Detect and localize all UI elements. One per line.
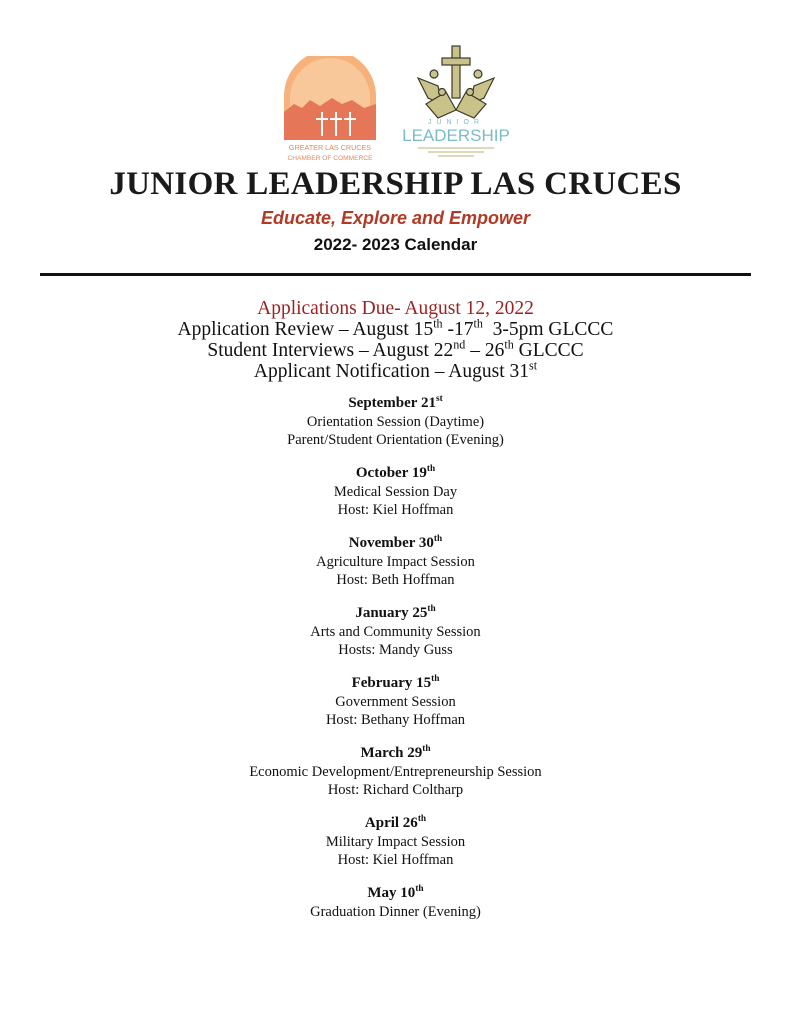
event-date: January 25th xyxy=(355,604,436,621)
event-detail: Parent/Student Orientation (Evening) xyxy=(287,432,504,448)
event-host: Host: Bethany Hoffman xyxy=(325,712,466,728)
event-detail: Arts and Community Session xyxy=(310,624,481,640)
applicant-notification: Applicant Notification – August 31st xyxy=(253,358,538,382)
event-date: February 15th xyxy=(351,674,440,691)
application-deadlines xyxy=(0,298,791,382)
chamber-logo-line1: GREATER LAS CRUCES xyxy=(288,143,372,152)
event-may xyxy=(0,883,791,921)
event-march xyxy=(0,743,791,799)
event-date: April 26th xyxy=(364,814,427,831)
application-review: Application Review – August 15th -17th 3-5pm GLCCC xyxy=(177,316,614,340)
jl-logo-big-text: LEADERSHIP xyxy=(402,126,510,145)
event-detail: Government Session xyxy=(335,694,456,710)
event-host: Host: Beth Hoffman xyxy=(336,572,455,588)
event-date: November 30th xyxy=(348,534,443,551)
event-detail: Agriculture Impact Session xyxy=(316,554,475,570)
chamber-logo-line2: CHAMBER OF COMMERCE xyxy=(287,155,373,162)
event-date: October 19th xyxy=(355,464,436,481)
student-interviews: Student Interviews – August 22nd – 26th GLCCC xyxy=(207,337,584,361)
event-september xyxy=(0,393,791,449)
event-host: Host: Kiel Hoffman xyxy=(337,852,454,868)
event-detail: Military Impact Session xyxy=(325,834,466,850)
event-host: Host: Kiel Hoffman xyxy=(337,502,454,518)
event-detail: Medical Session Day xyxy=(333,484,458,500)
event-february xyxy=(0,673,791,729)
header-divider xyxy=(40,273,751,276)
event-date: May 10th xyxy=(367,884,424,901)
event-detail: Orientation Session (Daytime) xyxy=(306,414,485,430)
event-date: March 29th xyxy=(360,744,431,761)
session-schedule xyxy=(0,393,791,935)
event-detail: Economic Development/Entrepreneurship Session xyxy=(249,764,542,780)
tagline: Educate, Explore and Empower xyxy=(260,208,531,228)
event-date: September 21st xyxy=(348,394,443,411)
page-title: JUNIOR LEADERSHIP LAS CRUCES xyxy=(109,166,682,202)
logo-row xyxy=(0,44,791,164)
event-november xyxy=(0,533,791,589)
junior-leadership-logo xyxy=(398,44,514,164)
event-host: Hosts: Mandy Guss xyxy=(338,642,453,658)
event-april xyxy=(0,813,791,869)
chamber-of-commerce-logo xyxy=(280,56,380,166)
calendar-title: 2022- 2023 Calendar xyxy=(313,235,478,254)
event-october xyxy=(0,463,791,519)
applications-due: Applications Due- August 12, 2022 xyxy=(257,298,534,319)
event-january xyxy=(0,603,791,659)
event-detail: Graduation Dinner (Evening) xyxy=(310,904,481,920)
jl-logo-small-text: JUNIOR xyxy=(427,119,485,126)
event-host: Host: Richard Coltharp xyxy=(327,782,464,798)
